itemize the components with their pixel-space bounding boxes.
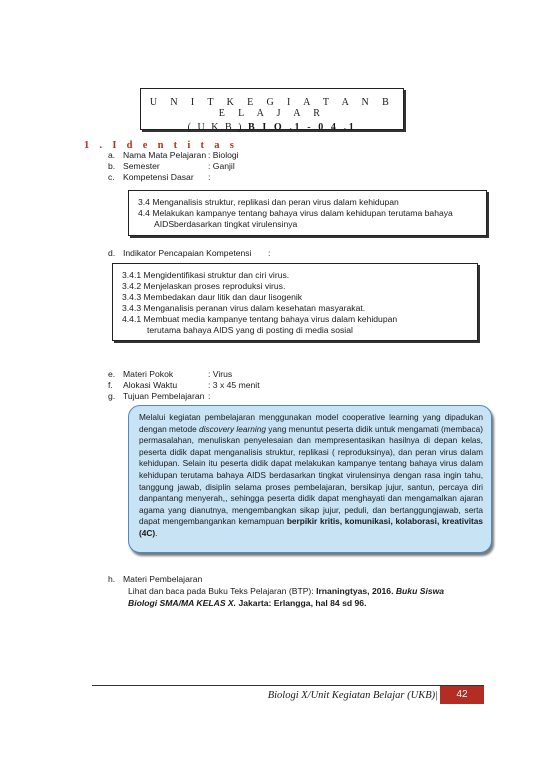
row-label: Indikator Pencapaian Kompetensi bbox=[123, 248, 252, 258]
indikator-box bbox=[112, 263, 478, 341]
kd-item: 4.4 Melakukan kampanye tentang bahaya virus dalam kehidupan terutama bahaya bbox=[138, 208, 453, 218]
tujuan-italic-term: discovery learning bbox=[199, 423, 266, 434]
indikator-item: 3.4.2 Menjelaskan proses reproduksi virus. bbox=[122, 281, 286, 291]
identity-row bbox=[108, 161, 235, 172]
row-label: Materi Pokok bbox=[123, 369, 174, 379]
kd-item: 3.4 Menganalisis struktur, replikasi dan peran virus dalam kehidupan bbox=[138, 197, 399, 207]
identity-row bbox=[108, 369, 232, 380]
title-box bbox=[140, 88, 404, 133]
reference-intro: Lihat dan baca pada Buku Teks Pelajaran (BTP): bbox=[128, 586, 317, 596]
reference-title: Biologi SMA/MA KELAS X. bbox=[128, 598, 237, 608]
row-value: : Ganjil bbox=[208, 161, 235, 171]
row-letter: c. bbox=[108, 172, 115, 182]
indikator-item: 4.4.1 Membuat media kampanye tentang bahaya virus dalam kehidupan bbox=[122, 314, 398, 324]
kompetensi-dasar-box bbox=[128, 190, 487, 236]
reference-line bbox=[128, 586, 444, 596]
row-value: : bbox=[208, 172, 211, 182]
title-line: U N I T K E G I A T A N B E L A J A R bbox=[149, 97, 395, 119]
row-letter: a. bbox=[108, 150, 116, 160]
row-label: Materi Pembelajaran bbox=[123, 574, 203, 584]
row-value: : bbox=[208, 391, 211, 401]
row-label: Tujuan Pembelajaran bbox=[123, 391, 205, 401]
tujuan-bold-skills: berpikir kritis, komunikasi, kolaborasi, kreativitas (4C) bbox=[139, 516, 483, 538]
row-letter: b. bbox=[108, 161, 116, 171]
section-heading: 1 . I d e n t i t a s bbox=[84, 140, 238, 151]
row-letter: e. bbox=[108, 369, 116, 379]
row-letter: g. bbox=[108, 391, 116, 401]
identity-row bbox=[108, 391, 210, 402]
tujuan-text-end: . bbox=[155, 527, 158, 538]
tujuan-callout bbox=[128, 405, 492, 553]
tujuan-text-part: Melalui kegiatan pembelajaran menggunakan model cooperative learning yang dipadukan dengan metode bbox=[139, 412, 483, 434]
identity-row bbox=[108, 150, 239, 161]
row-label: Semester bbox=[123, 161, 160, 171]
row-value: : Virus bbox=[208, 369, 233, 379]
materi-row bbox=[108, 574, 202, 585]
row-label: Kompetensi Dasar bbox=[123, 172, 194, 182]
identity-row bbox=[108, 380, 260, 391]
reference-author: Irnaningtyas, 2016. bbox=[316, 586, 396, 596]
row-value: : bbox=[268, 248, 271, 258]
tujuan-text-part: yang menuntut peserta didik untuk mengamati (membaca) permasalahan, menuliskan penyelesaian dan mempresentasikan hasilnya di depan kelas, peserta didik dapat menganalisis struktur, replikasi ( reproduksinya), dan peran virus dalam kehidupan. Selain itu peserta didik dapat melakukan kampanye tentang bahaya virus dalam kehidupan terutama bahaya AIDS berdasarkan tingkat virulensinya dengan rasa ingin tahu, tanggung jawab, disiplin selama proses pembelajaran, bersikap jujur, santun, percaya diri danpantang menyerah,, sehingga peserta didik dapat menghayati dan mengamalkan ajaran agama yang dianutnya, mengembangkan sikap jujur, peduli, dan bertanggungjawab, serta dapat mengembangankan kemampuan bbox=[139, 423, 483, 527]
row-label: Nama Mata Pelajaran bbox=[123, 150, 207, 160]
tujuan-text bbox=[139, 412, 483, 540]
reference-line bbox=[128, 598, 366, 608]
title-prefix: ( U K B ) bbox=[187, 122, 244, 133]
indikator-item: terutama bahaya AIDS yang di posting di media sosial bbox=[147, 325, 353, 335]
indikator-item: 3.4.3 Membedakan daur litik dan daur lisogenik bbox=[122, 292, 303, 302]
row-letter: d. bbox=[108, 248, 116, 258]
page-number-badge: 42 bbox=[440, 686, 484, 704]
row-label: Alokasi Waktu bbox=[123, 380, 178, 390]
indikator-row bbox=[108, 248, 270, 259]
title-code: B I O .1 - 0 4 .1 bbox=[247, 122, 357, 133]
identity-row bbox=[108, 172, 210, 183]
footer-rule bbox=[92, 685, 484, 686]
kd-item: AIDSberdasarkan tingkat virulensinya bbox=[154, 219, 298, 229]
indikator-item: 3.4.1 Mengidentifikasi struktur dan ciri virus. bbox=[122, 270, 290, 280]
reference-title: Buku Siswa bbox=[395, 586, 445, 596]
indikator-item: 3.4.3 Menganalisis peranan virus dalam kesehatan masyarakat. bbox=[122, 303, 366, 313]
row-letter: f. bbox=[108, 380, 113, 390]
reference-publisher: Jakarta: Erlangga, hal 84 sd 96. bbox=[236, 598, 367, 608]
row-value: : 3 x 45 menit bbox=[208, 380, 260, 390]
footer-text: Biologi X/Unit Kegiatan Belajar (UKB)| bbox=[267, 690, 438, 701]
title-code-line bbox=[141, 122, 403, 133]
row-value: : Biologi bbox=[208, 150, 239, 160]
row-letter: h. bbox=[108, 574, 116, 584]
